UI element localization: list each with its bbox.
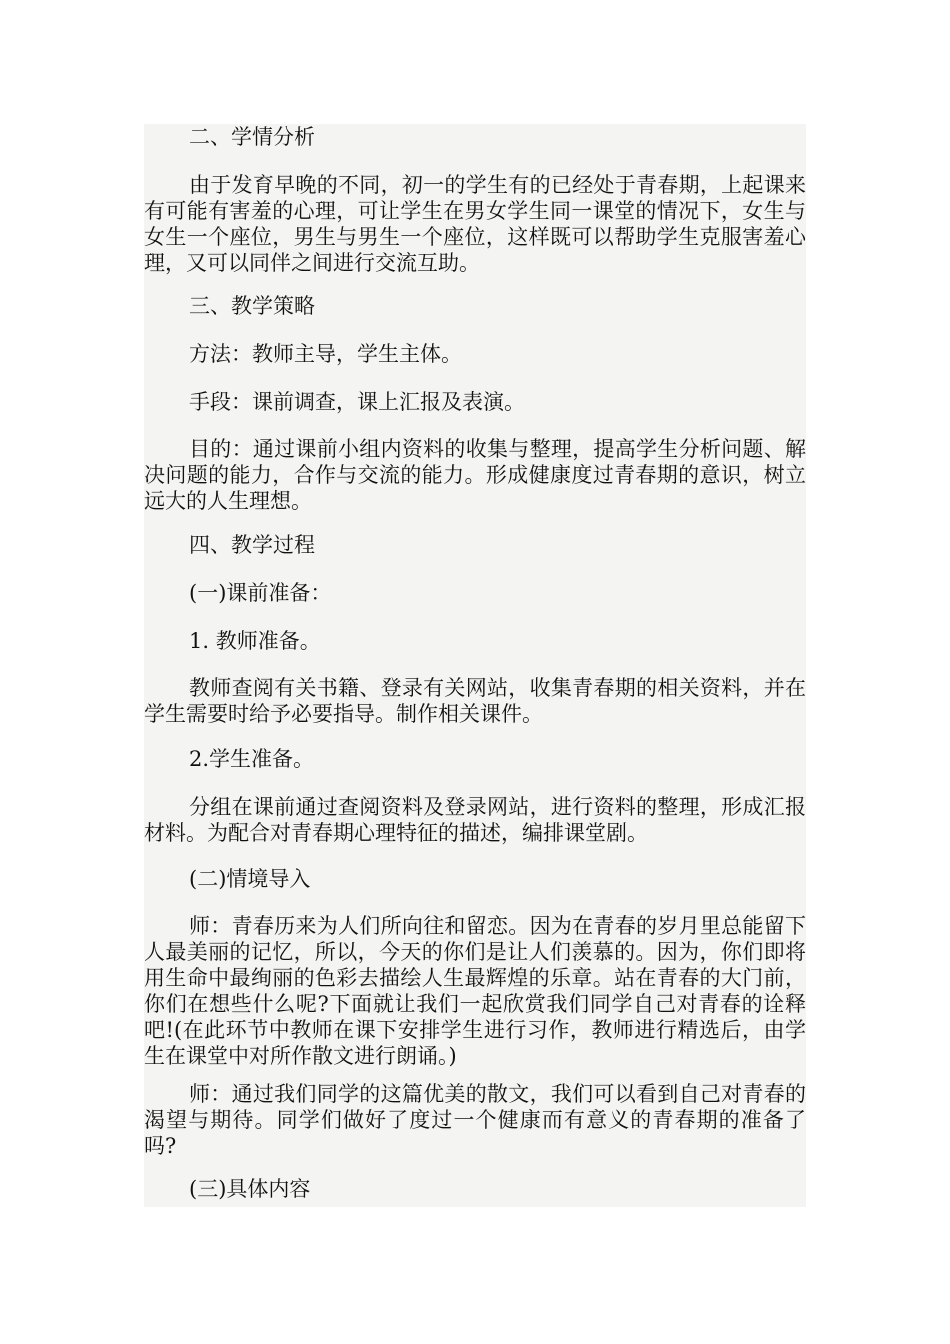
heading-teaching-process: 四、教学过程	[189, 533, 315, 557]
paragraph-student-preparation: 分组在课前通过查阅资料及登录网站，进行资料的整理，形成汇报材料。为配合对青春期心理特征的描述，编排课堂剧。	[144, 795, 806, 845]
paragraph-teacher-speech-1: 师：青春历来为人们所向往和留恋。因为在青春的岁月里总能留下人最美丽的记忆，所以，今天的你们是让人们羡慕的。因为，你们即将用生命中最绚丽的色彩去描绘人生最辉煌的乐章。站在青春的大门前，你们在想些什么呢?下面就让我们一起欣赏我们同学自己对青春的诠释吧!(在此环节中教师在课下安排学生进行习作，教师进行精选后，由学生在课堂中对所作散文进行朗诵。)	[144, 914, 806, 1068]
document-page	[144, 124, 806, 1207]
heading-learning-analysis: 二、学情分析	[189, 125, 315, 149]
paragraph-learning-analysis: 由于发育早晚的不同，初一的学生有的已经处于青春期，上起课来有可能有害羞的心理，可让学生在男女学生同一课堂的情况下，女生与女生一个座位，男生与男生一个座位，这样既可以帮助学生克服害羞心理，又可以同伴之间进行交流互助。	[144, 173, 806, 275]
subheading-preparation: (一)课前准备：	[189, 581, 332, 605]
subheading-specific-content: (三)具体内容	[189, 1177, 311, 1201]
item-teacher-preparation: 1. 教师准备。	[189, 629, 321, 653]
paragraph-purpose: 目的：通过课前小组内资料的收集与整理，提高学生分析问题、解决问题的能力，合作与交流的能力。形成健康度过青春期的意识，树立远大的人生理想。	[144, 437, 806, 513]
paragraph-method: 方法：教师主导，学生主体。	[189, 342, 462, 366]
item-student-preparation: 2.学生准备。	[189, 747, 315, 771]
subheading-situation-intro: (二)情境导入	[189, 867, 311, 891]
paragraph-means: 手段：课前调查，课上汇报及表演。	[189, 390, 525, 414]
paragraph-teacher-speech-2: 师：通过我们同学的这篇优美的散文，我们可以看到自己对青春的渴望与期待。同学们做好了度过一个健康而有意义的青春期的准备了吗?	[144, 1082, 806, 1158]
heading-teaching-strategy: 三、教学策略	[189, 294, 315, 318]
paragraph-teacher-preparation: 教师查阅有关书籍、登录有关网站，收集青春期的相关资料，并在学生需要时给予必要指导。制作相关课件。	[144, 676, 806, 726]
